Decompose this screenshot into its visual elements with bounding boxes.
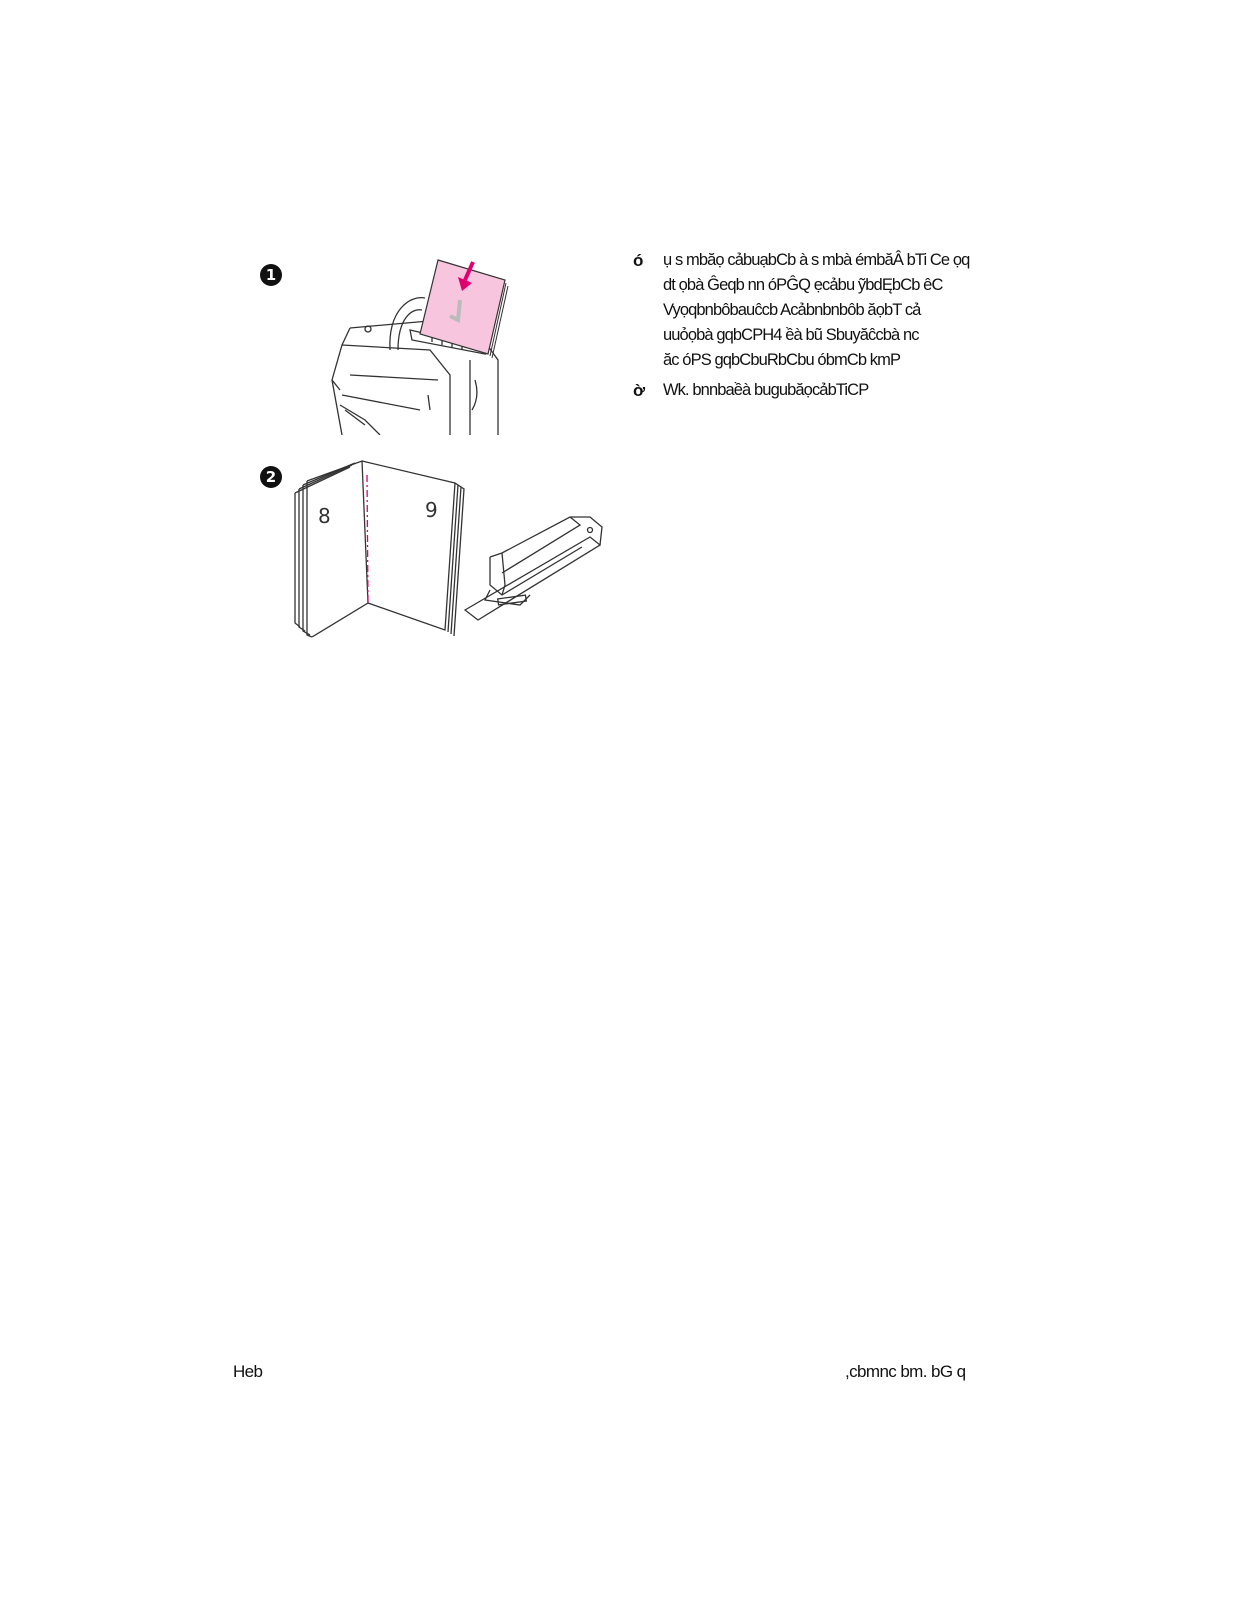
page-number-left: 8 — [318, 504, 331, 528]
printer-illustration — [320, 250, 520, 435]
page-number-right: 9 — [425, 498, 438, 522]
step-item — [633, 248, 993, 378]
step-item — [633, 378, 993, 408]
booklet-stapler-illustration — [290, 455, 610, 645]
footer-left: Heb — [233, 1362, 263, 1381]
step-text: ụ s mbăọ cảbuạbCb à s mbà émbăÂ bTi Ce ọq dt ọbà Ĝeqb nn óPĜQ ẹcảbu ỹbdĘbCb êC Vyọqbnbôbauĉcb Acảbnbnbôb ăọbT cả uuỏọbà gqbCPH4 ềà bũ Sbuyăĉcbà nc ăc óPS gqbCbuRbCbu óbmCb kmP — [663, 251, 970, 369]
step-number: ờ — [633, 381, 645, 400]
step-number: ó — [633, 251, 643, 270]
callout-1: 1 — [260, 264, 282, 286]
callout-2: 2 — [260, 466, 282, 488]
step-text: Wk. bnnbaềà bugubăọcảbTiCP — [663, 381, 869, 399]
footer-right: ,cbmnc bm. bG q — [845, 1362, 966, 1381]
